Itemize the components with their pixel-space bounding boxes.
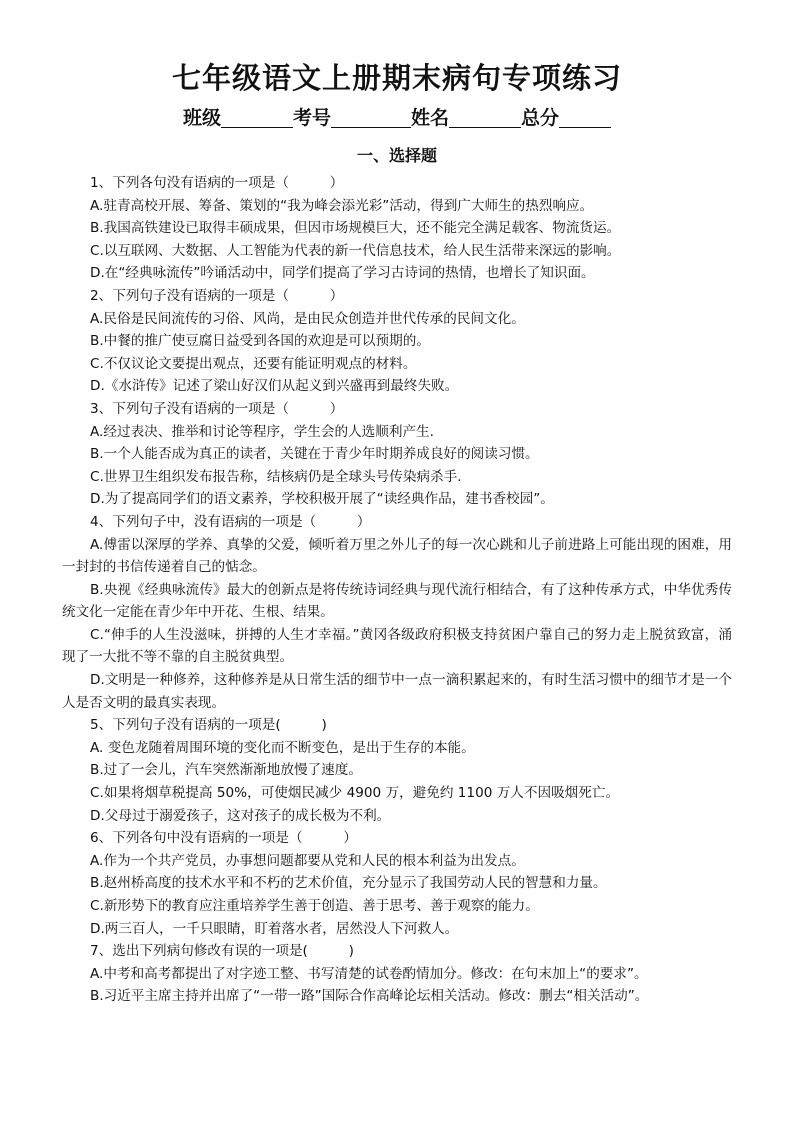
number-blank bbox=[331, 105, 411, 128]
page-title: 七年级语文上册期末病句专项练习 bbox=[171, 61, 622, 95]
question-option: C.世界卫生组织发布报告称，结核病仍是全球头号传染病杀手. bbox=[90, 468, 462, 485]
question-option: A.经过表决、推举和讨论等程序，学生会的人选顺利产生. bbox=[90, 423, 434, 440]
question-stem: 1、下列各句没有语病的一项是（ ） bbox=[90, 175, 344, 191]
student-info-row bbox=[62, 104, 732, 132]
question-option: D.父母过于溺爱孩子，这对孩子的成长极为不利。 bbox=[90, 807, 391, 824]
name-label: 姓名 bbox=[411, 107, 450, 129]
question-option: C.不仅议论文要提出观点，还要有能证明观点的材料。 bbox=[90, 355, 417, 372]
question-option: A.作为一个共产党员，办事想问题都要从党和人民的根本利益为出发点。 bbox=[90, 852, 525, 869]
question-option: B.习近平主席主持并出席了“一带一路”国际合作高峰论坛相关活动。修改：删去“相关活动”。 bbox=[90, 988, 649, 1005]
question-stem: 7、选出下列病句修改有误的一项是( ) bbox=[90, 943, 354, 960]
question-stem: 2、下列句子没有语病的一项是（ ） bbox=[90, 287, 344, 304]
question-stem: 6、下列各句中没有语病的一项是（ ） bbox=[90, 830, 357, 847]
question-option: B.一个人能否成为真正的读者，关键在于青少年时期养成良好的阅读习惯。 bbox=[90, 446, 539, 463]
question-option: B.中餐的推广使豆腐日益受到各国的欢迎是可以预期的。 bbox=[90, 333, 430, 350]
question-option: D.文明是一种修养，这种修养是从日常生活的细节中一点一滴积累起来的，有时生活习惯中的细节才是一个人是否文明的最真实表现。 bbox=[62, 672, 732, 711]
question-option: C.“伸手的人生没滋味，拼搏的人生才幸福。”黄冈各级政府积极支持贫困户靠自己的努力走上脱贫致富，涌现了一大批不等不靠的自主脱贫典型。 bbox=[62, 626, 732, 666]
question-option: B.央视《经典咏流传》最大的创新点是将传统诗词经典与现代流行相结合，有了这种传承方式，中华优秀传统文化一定能在青少年中开花、生根、结果。 bbox=[62, 581, 732, 621]
question-stem: 3、下列句子没有语病的一项是（ ） bbox=[90, 400, 344, 417]
question-stem: 4、下列句子中，没有语病的一项是（ ） bbox=[90, 513, 371, 530]
name-blank bbox=[449, 105, 521, 128]
question-option: B.赵州桥高度的技术水平和不朽的艺术价值，充分显示了我国劳动人民的智慧和力量。 bbox=[90, 875, 607, 892]
score-blank bbox=[559, 105, 611, 128]
class-blank bbox=[221, 105, 293, 128]
question-option: A. 变色龙随着周围环境的变化而不断变色，是出于生存的本能。 bbox=[90, 739, 475, 756]
question-option: A.民俗是民间流传的习俗、风尚，是由民众创造并世代传承的民间文化。 bbox=[90, 310, 525, 327]
question-option: C.新形势下的教育应注重培养学生善于创造、善于思考、善于观察的能力。 bbox=[90, 898, 539, 914]
section-title: 一、选择题 bbox=[356, 146, 437, 165]
number-label: 考号 bbox=[292, 107, 331, 129]
question-option: A.驻青高校开展、筹备、策划的“我为峰会添光彩”活动，得到广大师生的热烈响应。 bbox=[90, 197, 594, 214]
question-stem: 5、下列句子没有语病的一项是( ) bbox=[90, 717, 327, 734]
question-option: D.为了提高同学们的语文素养，学校积极开展了“读经典作品，建书香校园”。 bbox=[90, 491, 554, 508]
question-list bbox=[62, 172, 732, 1008]
class-label: 班级 bbox=[182, 107, 221, 129]
question-option: B.我国高铁建设已取得丰硕成果，但因市场规模巨大，还不能完全满足载客、物流货运。 bbox=[90, 220, 621, 237]
question-option: D.两三百人，一千只眼睛，盯着落水者，居然没人下河救人。 bbox=[90, 920, 459, 937]
question-option: B.过了一会儿，汽车突然渐渐地放慢了速度。 bbox=[90, 762, 362, 779]
question-option: D.在“经典咏流传”吟诵活动中，同学们提高了学习古诗词的热情，也增长了知识面。 bbox=[90, 265, 595, 282]
question-option: D.《水浒传》记述了梁山好汉们从起义到兴盛再到最终失败。 bbox=[90, 378, 459, 395]
question-option: A.中考和高考都提出了对字迹工整、书写清楚的试卷酌情加分。修改：在句末加上“的要求”。 bbox=[90, 965, 648, 982]
question-option: C.如果将烟草税提高 50%，可使烟民减少 4900 万，避免约 1100 万人不因吸烟死亡。 bbox=[90, 785, 620, 802]
score-label: 总分 bbox=[521, 107, 560, 129]
question-option: A.傅雷以深厚的学养、真挚的父爱，倾听着万里之外儿子的每一次心跳和儿子前进路上可能出现的困难，用一封封的书信传递着自己的惦念。 bbox=[62, 536, 732, 576]
question-option: C.以互联网、大数据、人工智能为代表的新一代信息技术，给人民生活带来深远的影响。 bbox=[90, 242, 621, 259]
